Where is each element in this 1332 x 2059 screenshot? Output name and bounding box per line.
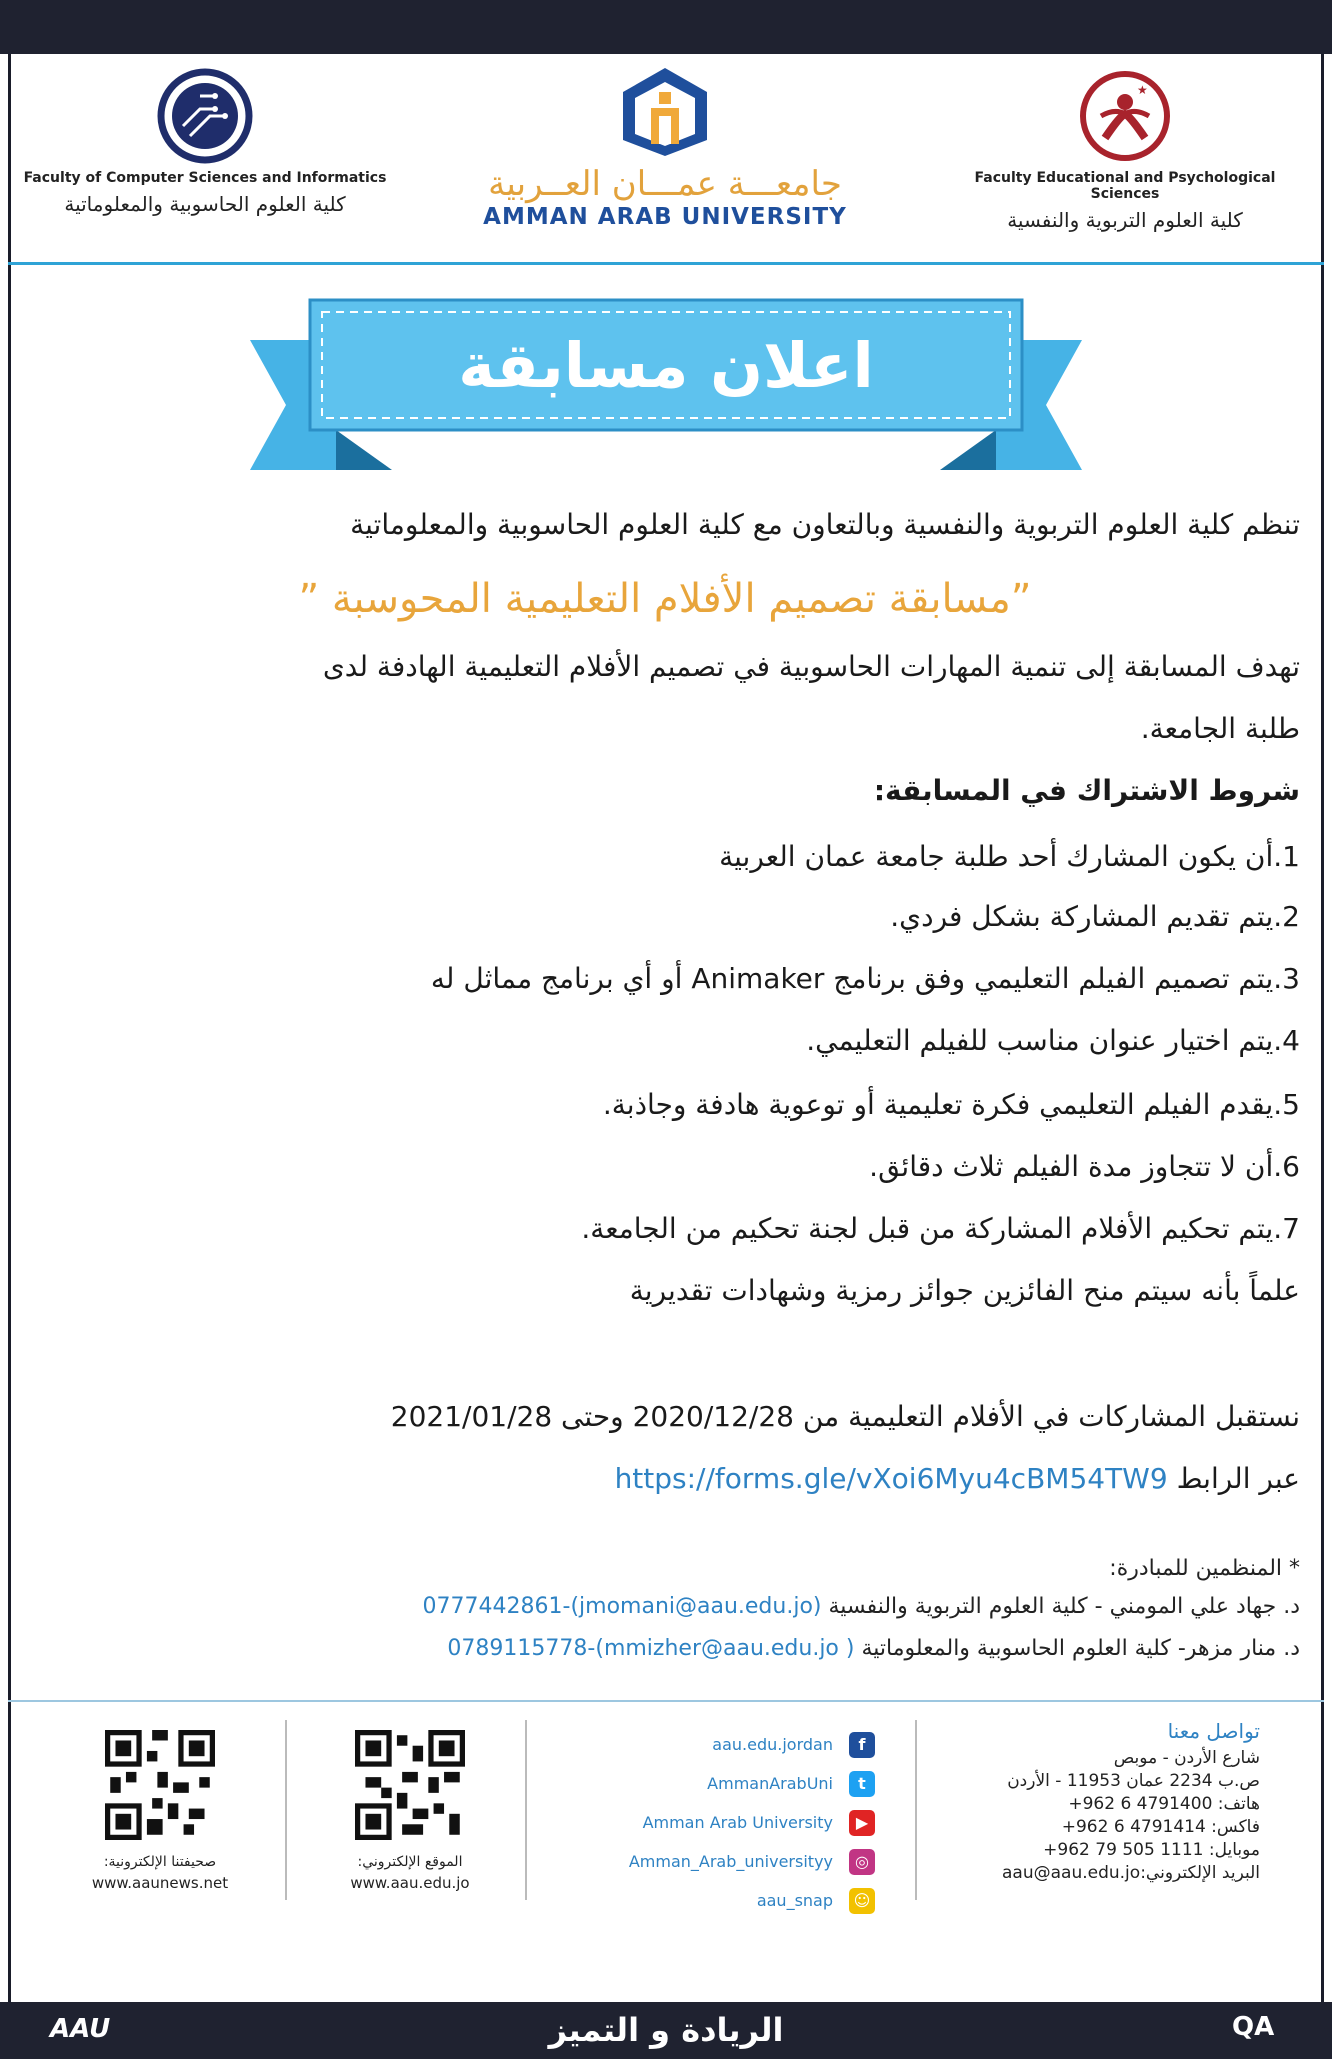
organizer-row: [30, 1636, 1300, 1661]
social-label: aau.edu.jordan: [712, 1735, 833, 1754]
website-url[interactable]: www.aau.edu.jo: [350, 1874, 470, 1892]
organizer-contact[interactable]: (jmomani@aau.edu.jo)-0777442861: [422, 1594, 822, 1619]
contact-info: [930, 1720, 1260, 1885]
intro-text: تنظم كلية العلوم التربوية والنفسية وبالتعاون مع كلية العلوم الحاسوبية والمعلوماتية: [350, 508, 1300, 541]
instagram-icon: ◎: [849, 1849, 875, 1875]
social-label: AmmanArabUni: [707, 1774, 833, 1793]
social-label: Amman_Arab_universityy: [628, 1852, 833, 1871]
news-qr-code-icon[interactable]: [105, 1730, 215, 1840]
news-label: صحيفتنا الإلكترونية:: [103, 1854, 217, 1870]
social-link-twitter[interactable]: [545, 1764, 875, 1803]
organizer-contact[interactable]: ( mmizher@aau.edu.jo)-0789115778: [447, 1636, 855, 1661]
social-label: Amman Arab University: [642, 1813, 833, 1832]
goal-text-line2: طلبة الجامعة.: [1140, 712, 1300, 745]
social-link-facebook[interactable]: [545, 1725, 875, 1764]
university-logo-icon: [615, 64, 715, 160]
university-name-ar: جامعـــة عمـــان العــربية: [488, 164, 842, 204]
top-bar: [0, 0, 1332, 54]
news-qr-block: [80, 1730, 240, 1892]
contact-line: ص.ب 2234 عمان 11953 - الأردن: [1007, 1771, 1260, 1791]
facebook-icon: f: [849, 1732, 875, 1758]
svg-text:★: ★: [1137, 83, 1148, 97]
education-faculty-logo-icon: [1075, 66, 1175, 166]
organizers-title: * المنظمين للمبادرة:: [1109, 1556, 1300, 1581]
via-label: عبر الرابط: [1176, 1462, 1300, 1495]
news-url[interactable]: www.aaunews.net: [91, 1874, 229, 1892]
computer-faculty-logo-icon: [155, 66, 255, 166]
aau-mark: AAU: [50, 2014, 111, 2044]
header-divider: [8, 262, 1324, 265]
contact-title: تواصل معنا: [1167, 1719, 1260, 1743]
condition-item: 2.يتم تقديم المشاركة بشكل فردي.: [890, 900, 1300, 933]
banner-title: اعلان مسابقة: [458, 328, 874, 402]
prizes-text: علماً بأنه سيتم منح الفائزين جوائز رمزية وشهادات تقديرية: [629, 1274, 1300, 1307]
condition-item: 4.يتم اختيار عنوان مناسب للفيلم التعليمي.: [806, 1024, 1300, 1057]
contact-line: شارع الأردن - موبص: [1113, 1748, 1260, 1768]
condition-item: 5.يقدم الفيلم التعليمي فكرة تعليمية أو توعوية هادفة وجاذبة.: [602, 1088, 1300, 1121]
contact-line: فاكس: 4791414 6 962+: [1061, 1817, 1260, 1837]
university-logo-block: [440, 64, 890, 230]
link-line: [30, 1462, 1300, 1495]
social-links: [545, 1725, 875, 1920]
website-qr-block: [330, 1730, 490, 1892]
organizer-name: د. جهاد علي المومني - كلية العلوم التربوية والنفسية: [828, 1594, 1300, 1619]
condition-item: 6.أن لا تتجاوز مدة الفيلم ثلاث دقائق.: [869, 1150, 1300, 1183]
qa-mark: QA: [1232, 2012, 1275, 2042]
condition-item: 1.أن يكون المشارك أحد طلبة جامعة عمان العربية: [719, 840, 1300, 873]
education-faculty-name-ar: كلية العلوم التربوية والنفسية: [1007, 208, 1243, 232]
footer-column-divider: [525, 1720, 527, 1900]
twitter-icon: t: [849, 1771, 875, 1797]
conditions-title: شروط الاشتراك في المسابقة:: [873, 774, 1300, 807]
footer-divider: [8, 1700, 1324, 1702]
contact-line: هاتف: 4791400 6 962+: [1068, 1794, 1260, 1814]
computer-faculty-name-en: Faculty of Computer Sciences and Informatics: [23, 170, 387, 186]
contact-line: موبايل: 1111 505 79 962+: [1043, 1840, 1260, 1860]
condition-item: 3.يتم تصميم الفيلم التعليمي وفق برنامج Animaker أو أي برنامج مماثل له: [430, 962, 1300, 995]
footer-column-divider: [915, 1720, 917, 1900]
computer-faculty-logo-block: [20, 66, 390, 216]
social-label: aau_snap: [756, 1891, 833, 1910]
website-qr-code-icon[interactable]: [355, 1730, 465, 1840]
university-name-en: AMMAN ARAB UNIVERSITY: [483, 204, 847, 230]
website-label: الموقع الإلكتروني:: [357, 1854, 463, 1870]
social-link-instagram[interactable]: [545, 1842, 875, 1881]
registration-link[interactable]: https://forms.gle/vXoi6Myu4cBM54TW9: [614, 1462, 1168, 1495]
organizer-name: د. منار مزهر- كلية العلوم الحاسوبية والمعلوماتية: [861, 1636, 1300, 1661]
social-link-youtube[interactable]: [545, 1803, 875, 1842]
computer-faculty-name-ar: كلية العلوم الحاسوبية والمعلوماتية: [64, 192, 346, 216]
education-faculty-name-en: Faculty Educational and Psychological Sciences: [974, 170, 1276, 202]
competition-title: ”مسابقة تصميم الأفلام التعليمية المحوسبة ”: [298, 576, 1032, 622]
education-faculty-logo-block: [940, 66, 1310, 232]
header: [0, 54, 1332, 259]
organizer-row: [30, 1594, 1300, 1619]
goal-text-line1: تهدف المسابقة إلى تنمية المهارات الحاسوبية في تصميم الأفلام التعليمية الهادفة لدى: [322, 650, 1300, 683]
condition-item: 7.يتم تحكيم الأفلام المشاركة من قبل لجنة تحكيم من الجامعة.: [581, 1212, 1300, 1245]
social-link-snapchat[interactable]: [545, 1881, 875, 1920]
slogan: الريادة و التميز: [548, 2011, 784, 2049]
snapchat-icon: ☺: [849, 1888, 875, 1914]
youtube-icon: ▶: [849, 1810, 875, 1836]
contact-line: البريد الإلكتروني:aau@aau.edu.jo: [1002, 1863, 1260, 1883]
footer-column-divider: [285, 1720, 287, 1900]
dates-text: نستقبل المشاركات في الأفلام التعليمية من 2020/12/28 وحتى 2021/01/28: [390, 1400, 1300, 1433]
